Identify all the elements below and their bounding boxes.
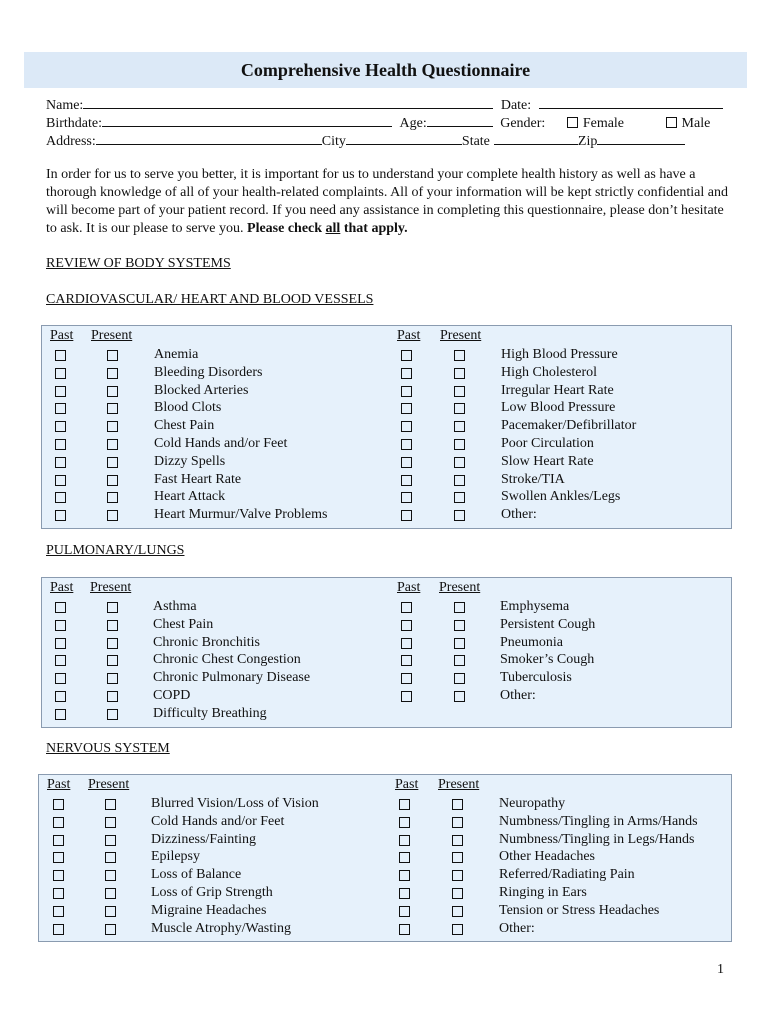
birthdate-label: Birthdate: bbox=[46, 116, 102, 131]
present-checkbox[interactable] bbox=[454, 457, 465, 468]
past-checkbox[interactable] bbox=[401, 691, 412, 702]
condition-label: Fast Heart Rate bbox=[154, 471, 242, 487]
condition-label: Referred/Radiating Pain bbox=[499, 867, 635, 883]
condition-row bbox=[39, 884, 731, 902]
date-label: Date: bbox=[500, 98, 532, 113]
condition-row bbox=[42, 364, 731, 382]
condition-label: Epilepsy bbox=[151, 849, 200, 865]
present-header: Present bbox=[91, 328, 133, 343]
present-checkbox[interactable] bbox=[454, 655, 465, 666]
condition-label: Dizziness/Fainting bbox=[151, 831, 256, 847]
condition-label: Chronic Bronchitis bbox=[153, 634, 260, 650]
name-label: Name: bbox=[46, 98, 84, 113]
review-heading: REVIEW OF BODY SYSTEMS bbox=[46, 256, 231, 271]
condition-row bbox=[42, 488, 731, 506]
present-checkbox[interactable] bbox=[454, 439, 465, 450]
present-checkbox[interactable] bbox=[454, 620, 465, 631]
birthdate-line bbox=[46, 112, 726, 130]
condition-label: Pneumonia bbox=[500, 634, 563, 650]
condition-label: Stroke/TIA bbox=[501, 471, 565, 487]
present-header: Present bbox=[88, 777, 130, 792]
past-checkbox[interactable] bbox=[401, 510, 412, 521]
present-checkbox[interactable] bbox=[454, 510, 465, 521]
condition-row bbox=[42, 687, 731, 705]
past-checkbox[interactable] bbox=[399, 835, 410, 846]
condition-label: Asthma bbox=[153, 599, 197, 614]
condition-label: Loss of Balance bbox=[151, 867, 242, 883]
past-checkbox[interactable] bbox=[401, 638, 412, 649]
section-heading: PULMONARY/LUNGS bbox=[46, 543, 185, 558]
condition-label: Tension or Stress Headaches bbox=[499, 902, 660, 918]
condition-label: Neuropathy bbox=[499, 796, 566, 811]
condition-label: Loss of Grip Strength bbox=[151, 885, 273, 900]
condition-label: Pacemaker/Defibrillator bbox=[501, 418, 637, 434]
past-checkbox[interactable] bbox=[401, 350, 412, 361]
condition-row bbox=[42, 417, 731, 435]
zip-label: Zip bbox=[577, 134, 598, 149]
condition-row bbox=[42, 435, 731, 453]
condition-row bbox=[42, 616, 731, 634]
present-checkbox[interactable] bbox=[454, 638, 465, 649]
female-label: Female bbox=[582, 116, 625, 131]
condition-row bbox=[42, 471, 731, 489]
condition-label: Heart Murmur/Valve Problems bbox=[154, 507, 328, 523]
condition-row bbox=[39, 795, 731, 813]
condition-label: Cold Hands and/or Feet bbox=[151, 813, 285, 829]
condition-row bbox=[42, 453, 731, 471]
past-checkbox[interactable] bbox=[401, 439, 412, 450]
condition-label: High Cholesterol bbox=[501, 364, 598, 380]
present-checkbox[interactable] bbox=[454, 492, 465, 503]
condition-label: Blocked Arteries bbox=[154, 382, 249, 398]
condition-label: Smoker’s Cough bbox=[500, 652, 595, 668]
past-checkbox[interactable] bbox=[399, 924, 410, 935]
condition-label: Difficulty Breathing bbox=[153, 705, 267, 721]
name-field[interactable] bbox=[83, 94, 493, 109]
past-header: Past bbox=[47, 777, 71, 792]
condition-row bbox=[42, 399, 731, 417]
condition-label: Muscle Atrophy/Wasting bbox=[151, 920, 292, 936]
present-checkbox[interactable] bbox=[452, 817, 463, 828]
past-checkbox[interactable] bbox=[401, 602, 412, 613]
condition-row bbox=[42, 598, 731, 616]
present-checkbox[interactable] bbox=[454, 673, 465, 684]
female-checkbox[interactable] bbox=[567, 117, 578, 128]
past-checkbox[interactable] bbox=[401, 620, 412, 631]
intro-bold-all: all bbox=[325, 221, 341, 236]
past-checkbox[interactable] bbox=[401, 403, 412, 414]
past-header: Past bbox=[50, 580, 74, 595]
section-heading: NERVOUS SYSTEM bbox=[46, 741, 170, 756]
present-checkbox[interactable] bbox=[454, 368, 465, 379]
past-header: Past bbox=[397, 580, 421, 595]
past-checkbox[interactable] bbox=[399, 870, 410, 881]
zip-field[interactable] bbox=[597, 130, 685, 145]
section-heading: CARDIOVASCULAR/ HEART AND BLOOD VESSELS bbox=[46, 292, 374, 307]
condition-row bbox=[42, 705, 731, 723]
condition-label: Ringing in Ears bbox=[499, 885, 587, 900]
past-checkbox[interactable] bbox=[399, 888, 410, 899]
present-checkbox[interactable] bbox=[107, 709, 118, 720]
section-table bbox=[41, 577, 732, 728]
condition-row bbox=[39, 920, 731, 938]
present-checkbox[interactable] bbox=[452, 835, 463, 846]
birthdate-field[interactable] bbox=[102, 112, 392, 127]
past-checkbox[interactable] bbox=[401, 475, 412, 486]
male-label: Male bbox=[681, 116, 711, 131]
present-header: Present bbox=[439, 580, 481, 595]
past-checkbox[interactable] bbox=[401, 457, 412, 468]
age-field[interactable] bbox=[427, 112, 493, 127]
present-checkbox[interactable] bbox=[454, 421, 465, 432]
condition-row bbox=[39, 831, 731, 849]
condition-label: Other: bbox=[499, 920, 535, 936]
condition-label: Anemia bbox=[154, 347, 199, 362]
condition-label: Other Headaches bbox=[499, 849, 596, 865]
section-table bbox=[38, 774, 732, 942]
condition-label: Blood Clots bbox=[154, 400, 222, 416]
past-checkbox[interactable] bbox=[401, 673, 412, 684]
past-checkbox[interactable] bbox=[399, 799, 410, 810]
date-field[interactable] bbox=[539, 94, 723, 109]
condition-label: Swollen Ankles/Legs bbox=[501, 489, 621, 505]
present-header: Present bbox=[90, 580, 132, 595]
condition-label: Poor Circulation bbox=[501, 436, 594, 451]
past-checkbox[interactable] bbox=[399, 906, 410, 917]
condition-row bbox=[42, 506, 731, 524]
past-checkbox[interactable] bbox=[401, 386, 412, 397]
condition-label: Heart Attack bbox=[154, 489, 226, 505]
present-checkbox[interactable] bbox=[454, 350, 465, 361]
condition-row bbox=[39, 848, 731, 866]
condition-label: Chest Pain bbox=[153, 616, 214, 632]
past-checkbox[interactable] bbox=[401, 655, 412, 666]
past-checkbox[interactable] bbox=[401, 421, 412, 432]
past-header: Past bbox=[397, 328, 421, 343]
condition-label: COPD bbox=[153, 688, 191, 703]
past-checkbox[interactable] bbox=[399, 852, 410, 863]
present-checkbox[interactable] bbox=[454, 386, 465, 397]
present-checkbox[interactable] bbox=[452, 870, 463, 881]
condition-row bbox=[42, 634, 731, 652]
present-checkbox[interactable] bbox=[454, 602, 465, 613]
condition-label: Other: bbox=[500, 688, 536, 703]
condition-label: Persistent Cough bbox=[500, 616, 596, 632]
present-header: Present bbox=[440, 328, 482, 343]
present-checkbox[interactable] bbox=[452, 799, 463, 810]
page-title: Comprehensive Health Questionnaire bbox=[24, 52, 747, 88]
name-date-line bbox=[46, 94, 726, 112]
state-field[interactable] bbox=[494, 130, 578, 145]
present-checkbox[interactable] bbox=[452, 924, 463, 935]
condition-label: Slow Heart Rate bbox=[501, 453, 594, 469]
intro-bold-post: that apply. bbox=[340, 221, 408, 236]
present-checkbox[interactable] bbox=[454, 403, 465, 414]
condition-label: Tuberculosis bbox=[500, 670, 572, 686]
condition-label: Chronic Chest Congestion bbox=[153, 652, 301, 668]
condition-label: Blurred Vision/Loss of Vision bbox=[151, 796, 319, 811]
condition-label: Bleeding Disorders bbox=[154, 364, 263, 380]
intro-bold-pre: Please check bbox=[247, 221, 326, 236]
age-label: Age: bbox=[399, 116, 427, 131]
condition-row bbox=[39, 902, 731, 920]
condition-label: Cold Hands and/or Feet bbox=[154, 436, 288, 451]
past-checkbox[interactable] bbox=[399, 817, 410, 828]
address-label: Address: bbox=[46, 134, 96, 149]
condition-row bbox=[39, 813, 731, 831]
address-field[interactable] bbox=[96, 130, 322, 145]
present-checkbox[interactable] bbox=[452, 906, 463, 917]
past-header: Past bbox=[395, 777, 419, 792]
male-checkbox[interactable] bbox=[666, 117, 677, 128]
address-line bbox=[46, 130, 726, 148]
intro-paragraph bbox=[46, 166, 736, 238]
past-checkbox[interactable] bbox=[401, 368, 412, 379]
condition-label: Chest Pain bbox=[154, 418, 215, 434]
present-checkbox[interactable] bbox=[452, 888, 463, 899]
intro-text: In order for us to serve you better, it is important for us to understand your complete health history as well as have a thorough knowledge of all of your health-related complaints. All of your information will be kept strictly confidential and will become part of your patient record. If you need any assistance in completing this questionnaire, please don’t hesitate to ask. It is our please to serve you. bbox=[46, 167, 728, 236]
past-header: Past bbox=[50, 328, 74, 343]
city-label: City bbox=[321, 134, 346, 149]
condition-label: Low Blood Pressure bbox=[501, 400, 616, 416]
condition-row bbox=[42, 651, 731, 669]
condition-row bbox=[42, 346, 731, 364]
condition-row bbox=[42, 382, 731, 400]
condition-label: High Blood Pressure bbox=[501, 347, 618, 362]
past-checkbox[interactable] bbox=[55, 709, 66, 720]
condition-row bbox=[39, 866, 731, 884]
condition-label: Numbness/Tingling in Arms/Hands bbox=[499, 813, 698, 829]
condition-label: Dizzy Spells bbox=[154, 453, 226, 469]
present-checkbox[interactable] bbox=[454, 691, 465, 702]
condition-label: Other: bbox=[501, 507, 537, 523]
condition-label: Chronic Pulmonary Disease bbox=[153, 670, 311, 686]
state-label: State bbox=[461, 134, 490, 149]
page-number: 1 bbox=[717, 962, 724, 977]
city-field[interactable] bbox=[346, 130, 462, 145]
section-table bbox=[41, 325, 732, 529]
condition-label: Irregular Heart Rate bbox=[501, 382, 614, 398]
condition-label: Migraine Headaches bbox=[151, 902, 267, 918]
past-checkbox[interactable] bbox=[401, 492, 412, 503]
gender-label: Gender: bbox=[500, 116, 546, 131]
condition-label: Emphysema bbox=[500, 599, 570, 614]
present-checkbox[interactable] bbox=[454, 475, 465, 486]
present-checkbox[interactable] bbox=[452, 852, 463, 863]
condition-label: Numbness/Tingling in Legs/Hands bbox=[499, 831, 695, 847]
condition-row bbox=[42, 669, 731, 687]
present-header: Present bbox=[438, 777, 480, 792]
